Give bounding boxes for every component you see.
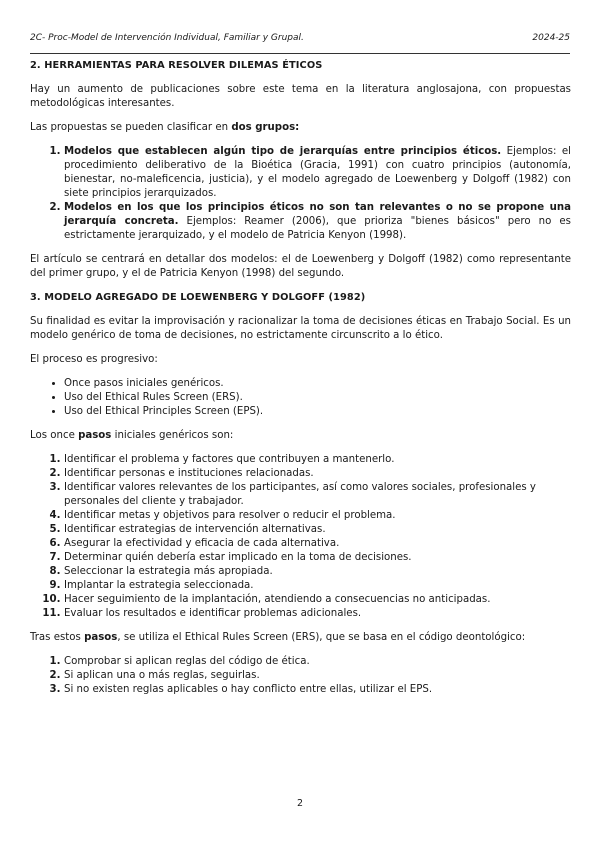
section-3-paragraph-4: Tras estos pasos, se utiliza el Ethical Rules Screen (ERS), que se basa en el código deontológico:	[30, 632, 526, 643]
step-item: 2. Identificar personas e instituciones relacionadas.	[64, 467, 571, 481]
page-number: 2	[296, 798, 304, 809]
step-item: 4. Identificar metas y objetivos para resolver o reducir el problema.	[64, 509, 571, 523]
section-3-paragraph-3: Los once pasos iniciales genéricos son:	[30, 430, 234, 441]
ers-list	[30, 655, 571, 697]
section-2-paragraph-1: Hay un aumento de publicaciones sobre este tema en la literatura anglosajona, con propuestas metodológicas interesantes.	[30, 84, 571, 109]
group-item: 1. Modelos que establecen algún tipo de jerarquías entre principios éticos. Ejemplos: el procedimiento deliberativo de la Bioética (Gracia, 1991) con cuatro principios (autonomía, bienestar, no-maleficencia, justicia), y el modelo agregado de Loewenberg y Dolgoff (1982) con siete principios jerarquizados.	[64, 145, 571, 201]
step-item: 5. Identificar estrategias de intervención alternativas.	[64, 523, 571, 537]
groups-list	[30, 145, 571, 243]
ers-item: 2. Si aplican una o más reglas, seguirlas.	[64, 669, 571, 683]
step-item: 3. Identificar valores relevantes de los participantes, así como valores sociales, profesionales y personales del cliente y trabajador.	[64, 481, 571, 509]
process-bullet-item: • Once pasos iniciales genéricos.	[64, 377, 571, 391]
step-item: 6. Asegurar la efectividad y eficacia de cada alternativa.	[64, 537, 571, 551]
section-2-paragraph-2: Las propuestas se pueden clasificar en dos grupos:	[30, 122, 300, 133]
section-3-paragraph-2: El proceso es progresivo:	[30, 354, 158, 365]
section-2-heading: 2. HERRAMIENTAS PARA RESOLVER DILEMAS ÉTICOS	[30, 60, 323, 71]
process-bullet-item: • Uso del Ethical Principles Screen (EPS).	[64, 405, 571, 419]
emphasis-dos-grupos: dos grupos:	[231, 122, 300, 133]
section-3-paragraph-1: Su finalidad es evitar la improvisación y racionalizar la toma de decisiones éticas en Trabajo Social. Es un modelo genérico de toma de decisiones, no estrictamente circunscrito a lo ético.	[30, 316, 571, 341]
header-academic-year: 2024-25	[532, 33, 570, 43]
step-item: 7. Determinar quién debería estar implicado en la toma de decisiones.	[64, 551, 571, 565]
steps-list	[30, 453, 571, 621]
emphasis-pasos: pasos	[78, 430, 112, 441]
ers-item: 1. Comprobar si aplican reglas del código de ética.	[64, 655, 571, 669]
group-item: 2. Modelos en los que los principios éticos no son tan relevantes o no se propone una jerarquía concreta. Ejemplos: Reamer (2006), que prioriza "bienes básicos" pero no es estrictamente jerarquizado, y el modelo de Patricia Kenyon (1998).	[64, 201, 571, 243]
step-item: 8. Seleccionar la estrategia más apropiada.	[64, 565, 571, 579]
section-2-paragraph-3: El artículo se centrará en detallar dos modelos: el de Loewenberg y Dolgoff (1982) como representante del primer grupo, y el de Patricia Kenyon (1998) del segundo.	[30, 254, 571, 279]
ers-item: 3. Si no existen reglas aplicables o hay conflicto entre ellas, utilizar el EPS.	[64, 683, 571, 697]
page-content	[30, 59, 571, 707]
step-item: 10. Hacer seguimiento de la implantación, atendiendo a consecuencias no anticipadas.	[64, 593, 571, 607]
section-3-heading: 3. MODELO AGREGADO DE LOEWENBERG Y DOLGOFF (1982)	[30, 292, 366, 303]
step-item: 9. Implantar la estrategia seleccionada.	[64, 579, 571, 593]
process-bullet-item: • Uso del Ethical Rules Screen (ERS).	[64, 391, 571, 405]
header-course-title: 2C- Proc-Model de Intervención Individual, Familiar y Grupal.	[30, 33, 304, 43]
emphasis-pasos-2: pasos	[84, 632, 118, 643]
header-divider	[30, 53, 570, 54]
step-item: 1. Identificar el problema y factores que contribuyen a mantenerlo.	[64, 453, 571, 467]
process-bullet-list	[30, 377, 571, 419]
page-header	[30, 33, 570, 43]
step-item: 11. Evaluar los resultados e identificar problemas adicionales.	[64, 607, 571, 621]
